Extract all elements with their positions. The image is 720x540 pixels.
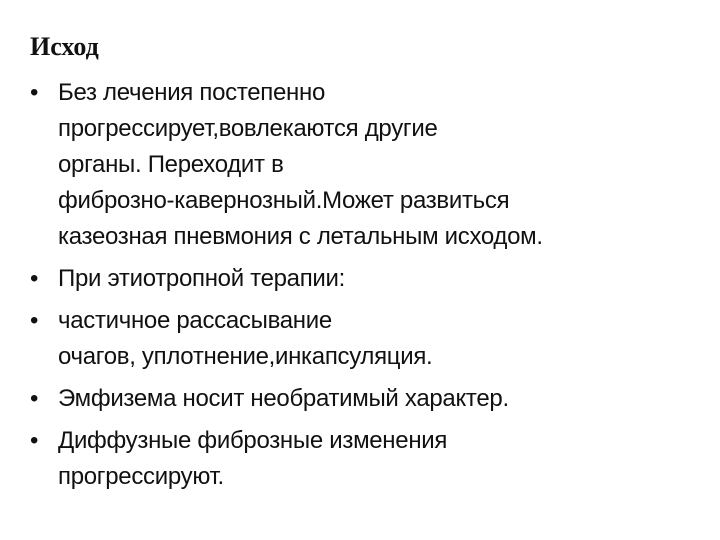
bullet-list — [30, 75, 690, 501]
bullet-item — [30, 381, 690, 417]
bullet-item — [30, 303, 690, 375]
bullet-text-line: Эмфизема носит необратимый характер. — [58, 385, 509, 412]
bullet-text-line: очагов, уплотнение,инкапсуляция. — [58, 343, 433, 370]
bullet-item — [30, 423, 690, 495]
bullet-text-line: органы. Переходит в — [58, 151, 284, 178]
bullet-text-line: казеозная пневмония с летальным исходом. — [58, 223, 543, 250]
bullet-icon: • — [30, 427, 39, 454]
bullet-text-line: фиброзно-кавернозный.Может развиться — [58, 187, 510, 214]
bullet-text-line: прогрессируют. — [58, 463, 224, 490]
bullet-icon: • — [30, 265, 39, 292]
bullet-text-line: При этиотропной терапии: — [58, 265, 346, 292]
bullet-text-line: Диффузные фиброзные изменения — [58, 427, 448, 454]
bullet-icon: • — [30, 307, 39, 334]
bullet-text-line: частичное рассасывание — [58, 307, 332, 334]
bullet-text-line: прогрессирует,вовлекаются другие — [58, 115, 438, 142]
bullet-item — [30, 75, 690, 255]
bullet-item — [30, 261, 690, 297]
bullet-text-line: Без лечения постепенно — [58, 79, 325, 106]
slide-title: Исход — [30, 32, 99, 61]
bullet-icon: • — [30, 385, 39, 412]
bullet-icon: • — [30, 79, 39, 106]
